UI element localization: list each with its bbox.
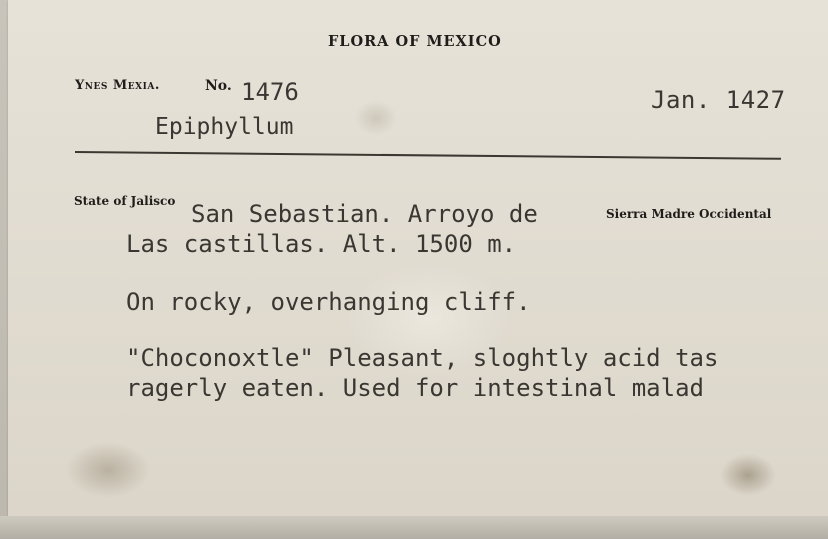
state-label: State of Jalisco — [74, 194, 176, 208]
divider-line — [75, 151, 781, 159]
specimen-number: 1476 — [241, 78, 299, 106]
label-title: FLORA OF MEXICO — [328, 33, 502, 50]
genus-name: Epiphyllum — [155, 114, 294, 140]
collection-date: Jan. 1427 — [651, 86, 786, 114]
note-line-2: ragerly eaten. Used for intestinal malad — [126, 374, 704, 402]
note-line-1: "Choconoxtle" Pleasant, sloghtly acid tas — [126, 344, 719, 372]
collector-name: Ynes Mexia. — [75, 78, 160, 93]
region-label: Sierra Madre Occidental — [606, 207, 772, 221]
background-sheet-edge — [0, 516, 828, 539]
herbarium-label-card — [8, 0, 828, 516]
locality-line-2: Las castillas. Alt. 1500 m. — [126, 230, 517, 258]
number-label: No. — [205, 78, 232, 94]
habitat-text: On rocky, overhanging cliff. — [126, 288, 531, 316]
locality-line-1: San Sebastian. Arroyo de — [191, 200, 538, 228]
